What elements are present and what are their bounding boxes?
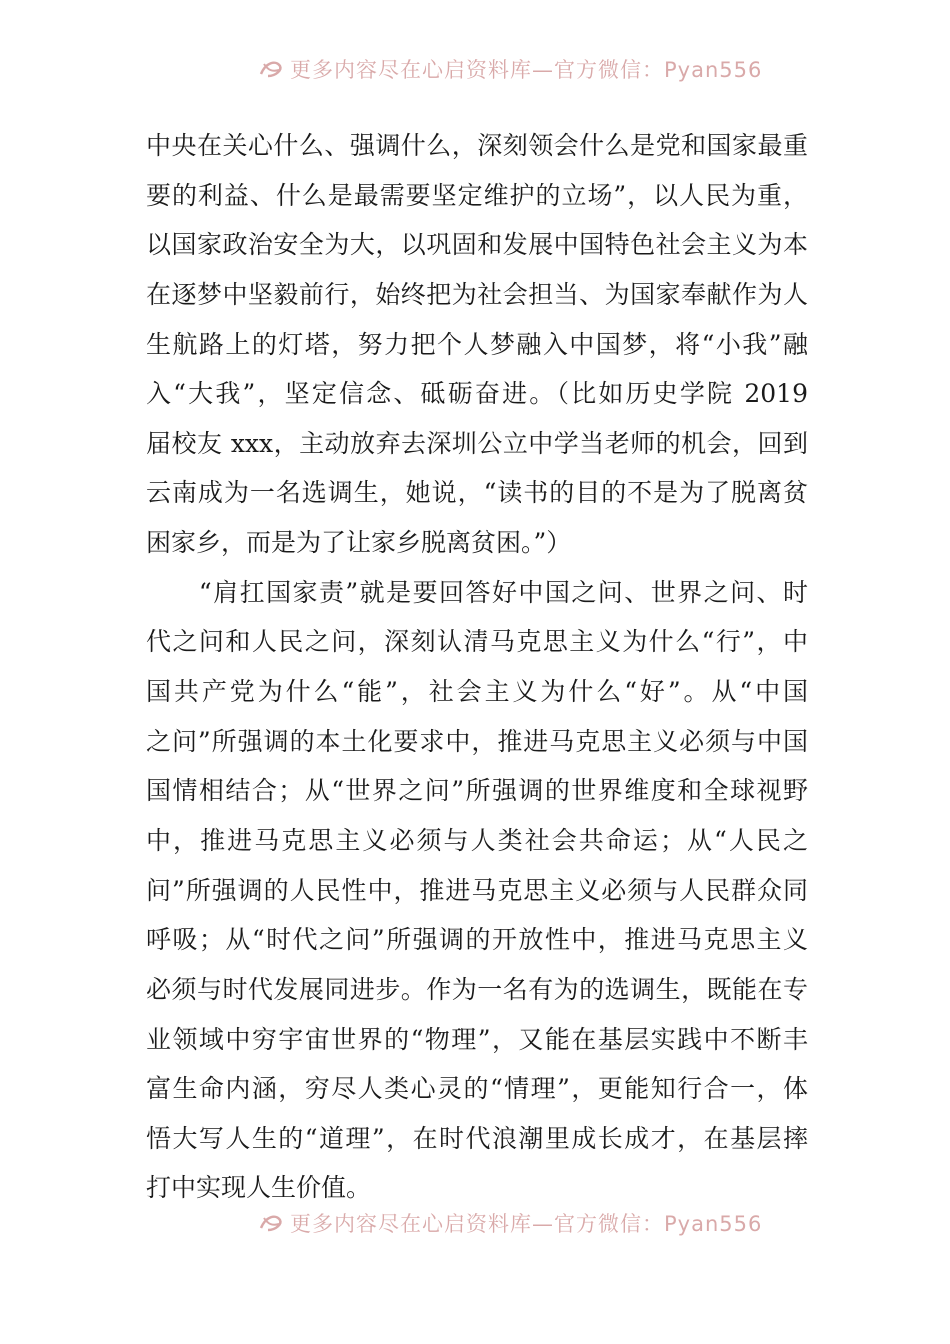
text-line: 代之问和人民之问，深刻认清马克思主义为什么“行”，中 <box>146 627 808 657</box>
text-line: 必须与时代发展同进步。作为一名有为的选调生，既能在专 <box>146 974 808 1004</box>
document-body <box>146 121 808 1213</box>
text-line: 要的利益、什么是最需要坚定维护的立场”，以人民为重， <box>146 180 808 210</box>
text-line: 中，推进马克思主义必须与人类社会共命运；从“人民之 <box>146 825 808 855</box>
text-line: 之问”所强调的本土化要求中，推进马克思主义必须与中国 <box>146 726 808 756</box>
text-line: 云南成为一名选调生，她说，“读书的目的不是为了脱离贫 <box>146 478 808 508</box>
text-line: 中央在关心什么、强调什么，深刻领会什么是党和国家最重 <box>146 131 808 160</box>
text-line: 生航路上的灯塔，努力把个人梦融入中国梦，将“小我”融 <box>146 329 808 359</box>
text-line: 入“大我”，坚定信念、砥砺奋进。（比如历史学院 2019 <box>146 379 808 409</box>
watermark-text: 更多内容尽在心启资料库—官方微信：Pyan556 <box>290 1212 763 1236</box>
text-line: 悟大写人生的“道理”，在时代浪潮里成长成才，在基层摔 <box>146 1123 808 1153</box>
text-line: 国共产党为什么“能”，社会主义为什么“好”。从“中国 <box>146 677 808 707</box>
text-line: 打中实现人生价值。 <box>146 1173 372 1203</box>
text-line: 以国家政治安全为大，以巩固和发展中国特色社会主义为本 <box>146 230 808 260</box>
text-line: 问”所强调的人民性中，推进马克思主义必须与人民群众同 <box>146 875 808 905</box>
text-line: 在逐梦中坚毅前行，始终把为社会担当、为国家奉献作为人 <box>146 279 808 309</box>
text-line: 富生命内涵，穷尽人类心灵的“情理”，更能知行合一，体 <box>146 1074 808 1104</box>
watermark-text: 更多内容尽在心启资料库—官方微信：Pyan556 <box>290 58 763 82</box>
text-line: 国情相结合；从“世界之问”所强调的世界维度和全球视野 <box>146 776 808 806</box>
logo-icon <box>258 1212 284 1234</box>
watermark-banner-bottom <box>0 1206 950 1240</box>
text-line: 届校友 xxx，主动放弃去深圳公立中学当老师的机会，回到 <box>146 428 808 458</box>
watermark-banner-top <box>0 52 950 86</box>
paragraph-start-line: “肩扛国家责”就是要回答好中国之问、世界之问、时 <box>146 577 808 607</box>
text-line: 困家乡，而是为了让家乡脱离贫困。”） <box>146 528 572 558</box>
text-line: 业领域中穷宇宙世界的“物理”，又能在基层实践中不断丰 <box>146 1024 808 1054</box>
text-line: 呼吸；从“时代之问”所强调的开放性中，推进马克思主义 <box>146 925 808 955</box>
logo-icon <box>258 58 284 80</box>
